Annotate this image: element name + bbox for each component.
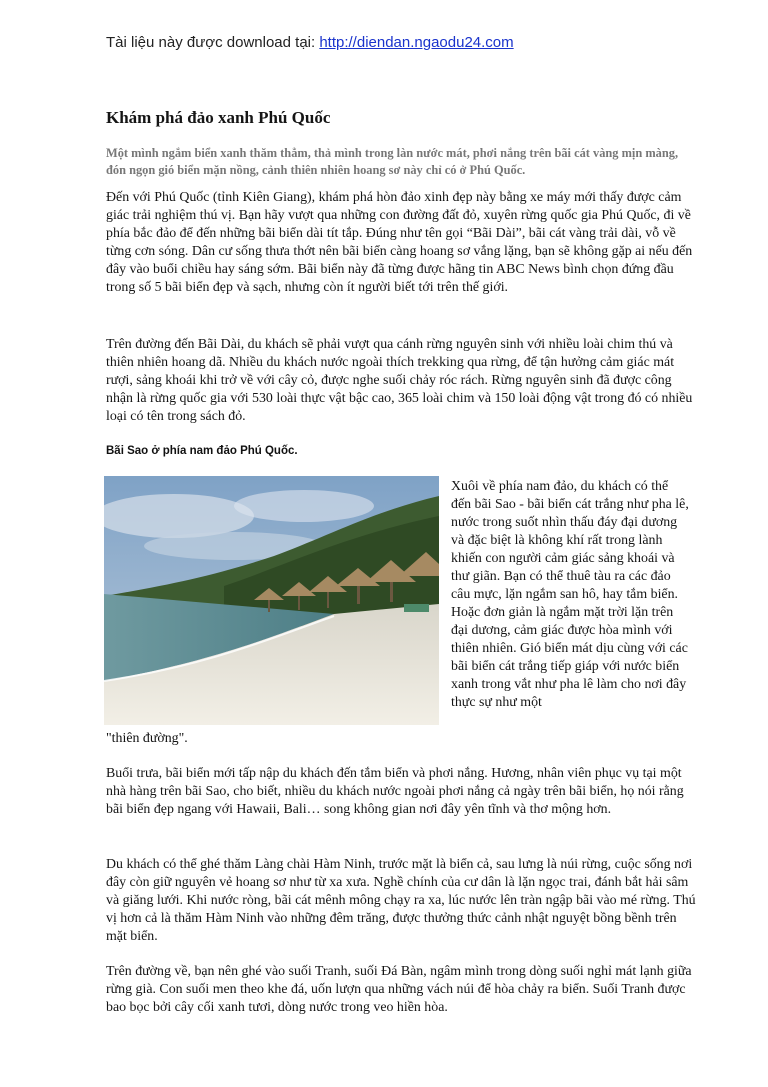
paragraph-5: Du khách có thể ghé thăm Làng chài Hàm Ninh, trước mặt là biển cả, sau lưng là núi rừng, cuộc sống nơi đây còn giữ nguyên vẻ hoang sơ như từ xa xưa. Nghề chính của cư dân là lặn ngọc trai, đánh bắt hải sâm và giăng lưới. Khi nước ròng, bãi cát mênh mông chạy ra xa, lúc nước lên tràn ngập bãi vào mé rừng. Thú vị hơn cả là thăm Hàm Ninh vào những đêm trăng, được thưởng thức cảnh nhật nguyệt bồng bềnh trên mặt biển. bbox=[106, 857, 696, 944]
download-header bbox=[106, 34, 726, 51]
beach-photo bbox=[104, 476, 439, 725]
photo-caption: Bãi Sao ở phía nam đảo Phú Quốc. bbox=[106, 445, 298, 457]
paragraph-2: Trên đường đến Bãi Dài, du khách sẽ phải vượt qua cánh rừng nguyên sinh với nhiều loài chim thú và thiên nhiên hoang dã. Nhiều du khách nước ngoài thích trekking qua rừng, để tận hưởng cảm giác mát rượi, sảng khoái khi trở về với cây cỏ, được nghe suối chảy róc rách. Rừng nguyên sinh đã được công nhận là rừng quốc gia với 530 loài thực vật bậc cao, 365 loài chim và 150 loài động vật trong đó có nhiều loại có tên trong sách đỏ. bbox=[106, 337, 693, 424]
side-paragraph-tail: "thiên đường". bbox=[106, 731, 188, 746]
article-title: Khám phá đảo xanh Phú Quốc bbox=[106, 108, 331, 127]
header-link[interactable]: http://diendan.ngaodu24.com bbox=[319, 34, 514, 51]
article-lead: Một mình ngắm biển xanh thăm thẳm, thả mình trong làn nước mát, phơi nắng trên bãi cát vàng mịn màng, đón ngọn gió biển mặn nồng, cảnh thiên nhiên hoang sơ này chỉ có ở Phú Quốc. bbox=[106, 146, 679, 177]
side-paragraph: Xuôi về phía nam đảo, du khách có thể đến bãi Sao - bãi biển cát trắng như pha lê, nước trong suốt nhìn thấu đáy đại dương và đặc biệt là không khí rất trong lành khiến con người cảm giác sảng khoái và thư giãn. Bạn có thể thuê tàu ra các đảo câu mực, lặn ngắm san hô, hay tắm biển. Hoặc đơn giản là ngắm mặt trời lặn trên đại dương, cảm giác được hòa mình với thiên nhiên. Gió biển mát dịu cùng với các bãi biển cát trắng tiếp giáp với nước biển xanh trong vắt như pha lê làm cho nơi đây thực sự như một bbox=[451, 479, 689, 710]
paragraph-4: Buổi trưa, bãi biển mới tấp nập du khách đến tắm biển và phơi nắng. Hương, nhân viên phục vụ tại một nhà hàng trên bãi Sao, cho biết, nhiều du khách nước ngoài phơi nắng cả ngày trên bãi biển, họ nói rằng bãi biển đẹp ngang với Hawaii, Bali… song không gian nơi đây yên tĩnh và thơ mộng hơn. bbox=[106, 766, 684, 817]
paragraph-1: Đến với Phú Quốc (tỉnh Kiên Giang), khám phá hòn đảo xinh đẹp này bằng xe máy mới thấy được cảm giác trải nghiệm thú vị. Bạn hãy vượt qua những con đường đất đỏ, xuyên rừng quốc gia Phú Quốc, đi về phía bắc đảo để đến những bãi biển dài tít tắp. Đúng như tên gọi “Bãi Dài”, bãi cát vàng trải dài, vỗ về từng cơn sóng. Dân cư sống thưa thớt nên bãi biển càng hoang sơ vắng lặng, bạn sẽ không gặp ai nếu đến đây vào buổi chiều hay sáng sớm. Bãi biển này đã từng được hãng tin ABC News bình chọn đứng đầu trong số 5 bãi biển đẹp và sạch, nhưng còn ít người biết tới trên thế giới. bbox=[106, 190, 693, 295]
paragraph-6: Trên đường về, bạn nên ghé vào suối Tranh, suối Đá Bàn, ngâm mình trong dòng suối nghỉ mát lạnh giữa rừng già. Con suối men theo khe đá, uốn lượn qua những vách núi để hòa chảy ra biển. Suối Tranh được bao bọc bởi cây cối xanh tươi, dòng nước trong veo hiền hòa. bbox=[106, 964, 692, 1015]
header-prefix: Tài liệu này được download tại: bbox=[106, 34, 320, 51]
